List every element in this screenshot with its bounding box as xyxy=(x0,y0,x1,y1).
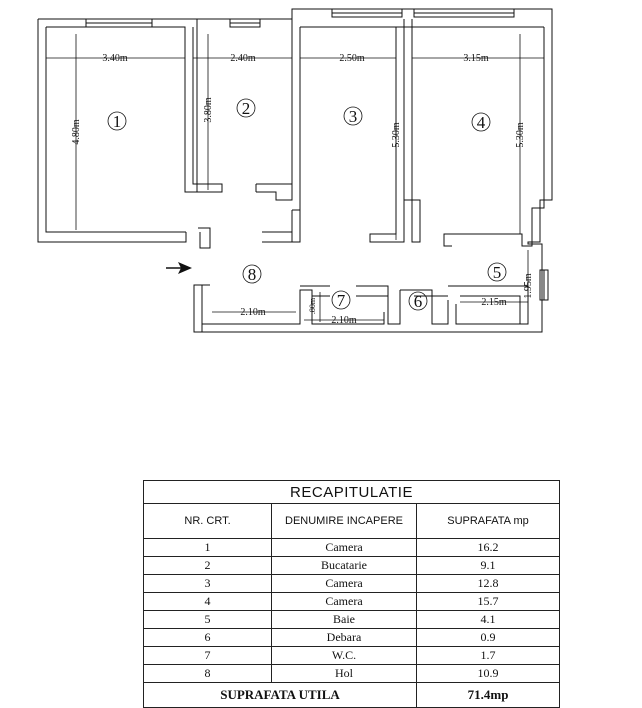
cell-area: 9.1 xyxy=(417,557,560,575)
cell-nr: 2 xyxy=(144,557,272,575)
dim-r3-width: 2.50m xyxy=(339,53,365,64)
table-row xyxy=(144,629,560,647)
table-row xyxy=(144,665,560,683)
dim-r3-height: 5.30m xyxy=(391,122,402,148)
cell-area: 16.2 xyxy=(417,539,560,557)
cell-nr: 5 xyxy=(144,611,272,629)
cell-nr: 4 xyxy=(144,593,272,611)
table-row xyxy=(144,593,560,611)
table-row xyxy=(144,611,560,629)
table-row xyxy=(144,647,560,665)
dim-hol-width: 2.10m xyxy=(240,307,266,318)
room-number-4: 4 xyxy=(476,113,486,132)
dim-r4-height: 5.30m xyxy=(515,122,526,148)
cell-name: Camera xyxy=(272,575,417,593)
col-header-area: SUPRAFATA mp xyxy=(417,504,560,539)
cell-name: Debara xyxy=(272,629,417,647)
cell-nr: 6 xyxy=(144,629,272,647)
dim-baie-width: 2.15m xyxy=(481,297,507,308)
cell-area: 1.7 xyxy=(417,647,560,665)
table-title: RECAPITULATIE xyxy=(144,481,560,504)
cell-area: 10.9 xyxy=(417,665,560,683)
recap-table xyxy=(143,480,560,708)
room-number-3: 3 xyxy=(348,107,358,126)
room-number-1: 1 xyxy=(112,112,122,131)
cell-name: Camera xyxy=(272,593,417,611)
cell-name: Hol xyxy=(272,665,417,683)
col-header-nr: NR. CRT. xyxy=(144,504,272,539)
dim-baie-height: 1.95m xyxy=(523,273,534,299)
table-row xyxy=(144,539,560,557)
cell-area: 15.7 xyxy=(417,593,560,611)
dim-r4-width: 3.15m xyxy=(463,53,489,64)
floor-plan xyxy=(0,0,642,340)
room-number-5: 5 xyxy=(492,263,502,282)
cell-name: Bucatarie xyxy=(272,557,417,575)
cell-name: Baie xyxy=(272,611,417,629)
dim-r1-height: 4.80m xyxy=(71,119,82,145)
cell-area: 4.1 xyxy=(417,611,560,629)
cell-nr: 1 xyxy=(144,539,272,557)
cell-name: Camera xyxy=(272,539,417,557)
col-header-name: DENUMIRE INCAPERE xyxy=(272,504,417,539)
total-label: SUPRAFATA UTILA xyxy=(144,683,417,708)
cell-nr: 3 xyxy=(144,575,272,593)
total-value: 71.4mp xyxy=(417,683,560,708)
room-number-7: 7 xyxy=(336,291,346,310)
dim-r2-height: 3.80m xyxy=(203,97,214,123)
room-number-2: 2 xyxy=(241,99,251,118)
table-title-row xyxy=(144,481,560,504)
dimension-lines xyxy=(46,34,544,322)
cell-nr: 7 xyxy=(144,647,272,665)
table-header-row xyxy=(144,504,560,539)
room-number-8: 8 xyxy=(247,265,257,284)
cell-area: 0.9 xyxy=(417,629,560,647)
dim-wc-width: 2.10m xyxy=(331,315,357,326)
room-number-6: 6 xyxy=(413,292,423,311)
table-row xyxy=(144,557,560,575)
entrance-arrow-icon xyxy=(166,262,192,274)
room-markers xyxy=(108,99,506,310)
cell-area: 12.8 xyxy=(417,575,560,593)
table-total-row xyxy=(144,683,560,708)
dim-r1-width: 3.40m xyxy=(102,53,128,64)
cell-name: W.C. xyxy=(272,647,417,665)
dim-r2-width: 2.40m xyxy=(230,53,256,64)
table-row xyxy=(144,575,560,593)
dim-wc-height: .80m xyxy=(308,297,317,315)
cell-nr: 8 xyxy=(144,665,272,683)
